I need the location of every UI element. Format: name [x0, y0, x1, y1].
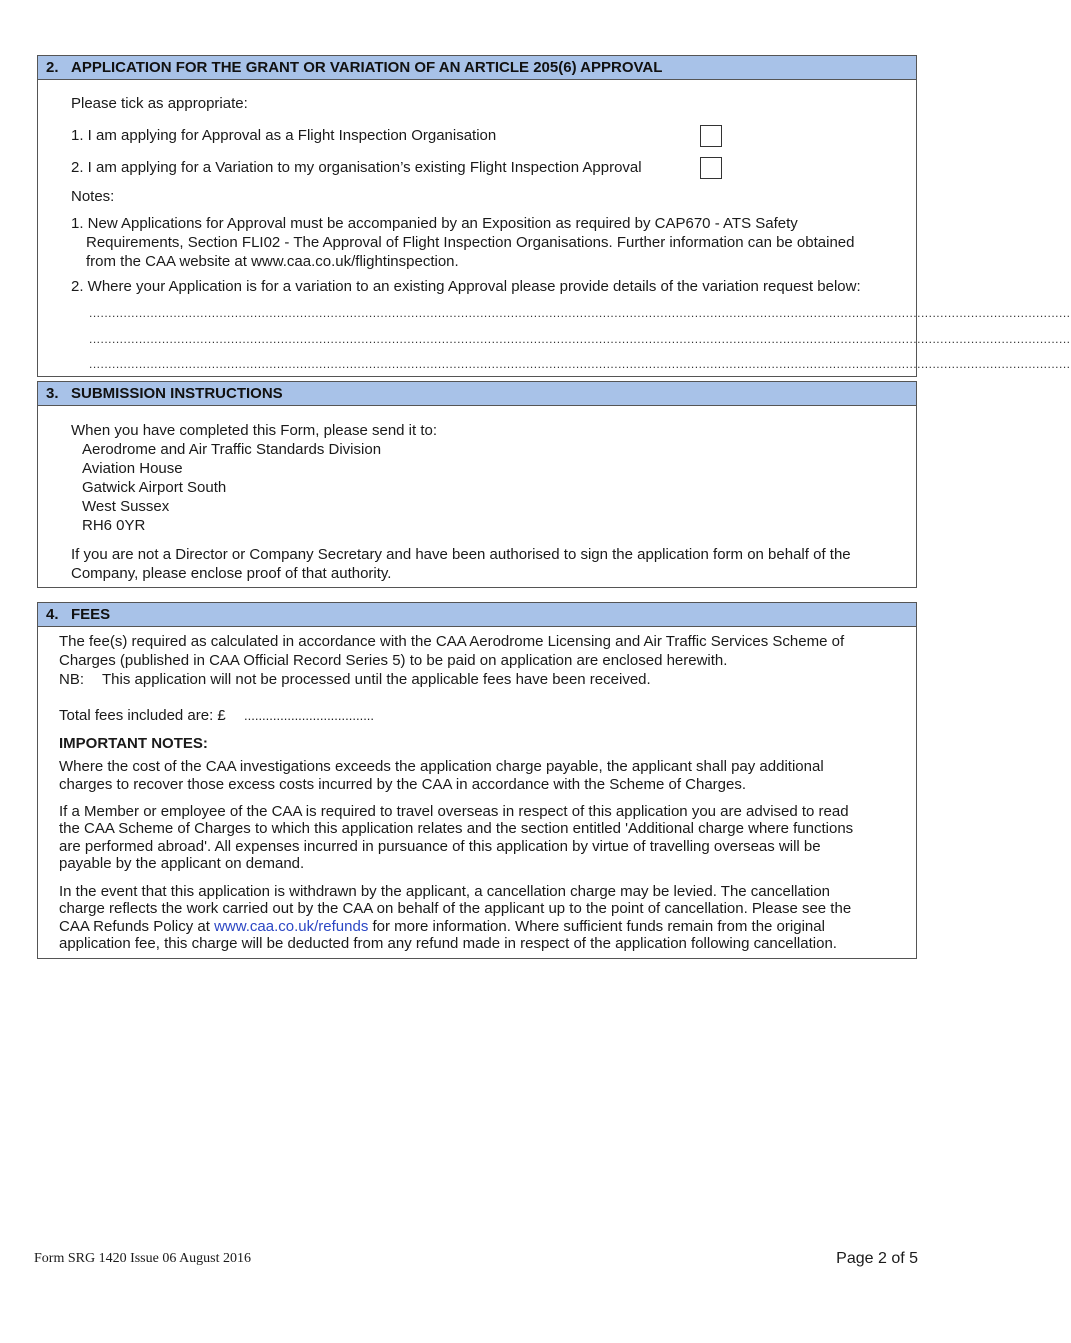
section-3-header — [38, 382, 916, 406]
note-1-line-3: from the CAA website at www.caa.co.uk/flightinspection. — [86, 253, 459, 270]
variation-details-line-1[interactable]: ................................................................................................................................................................................................................................................................ — [89, 306, 1071, 320]
variation-details-line-3[interactable]: ................................................................................................................................................................................................................................................................ — [89, 357, 1071, 371]
fee-line-1: The fee(s) required as calculated in accordance with the CAA Aerodrome Licensing and Air Traffic Services Scheme of — [59, 633, 845, 650]
address-line-3: Gatwick Airport South — [82, 479, 227, 496]
option-approval-label: 1. I am applying for Approval as a Flight Inspection Organisation — [71, 127, 497, 144]
section-2-number: 2. — [46, 59, 59, 76]
note-2: 2. Where your Application is for a variation to an existing Approval please provide details of the variation request below: — [71, 278, 861, 295]
total-fees-input[interactable]: .................................... — [244, 708, 375, 723]
address-line-2: Aviation House — [82, 460, 183, 477]
variation-details-line-2[interactable]: ................................................................................................................................................................................................................................................................ — [89, 332, 1071, 346]
notes-label: Notes: — [71, 188, 115, 205]
section-4 — [37, 602, 917, 959]
authority-line-2: Company, please enclose proof of that authority. — [71, 565, 392, 582]
important-note-2-line-1: If a Member or employee of the CAA is required to travel overseas in respect of this application you are advised to read — [59, 803, 849, 820]
note-1-line-2: Requirements, Section FLI02 - The Approval of Flight Inspection Organisations. Further information can be obtained — [86, 234, 855, 251]
important-note-1-line-1: Where the cost of the CAA investigations exceeds the application charge payable, the applicant shall pay additional — [59, 758, 824, 775]
section-4-header — [38, 603, 916, 627]
address-line-5: RH6 0YR — [82, 517, 146, 534]
fee-line-2: Charges (published in CAA Official Record Series 5) to be paid on application are enclosed herewith. — [59, 652, 728, 669]
section-4-number: 4. — [46, 606, 59, 623]
important-notes-heading: IMPORTANT NOTES: — [59, 735, 208, 752]
section-4-title: FEES — [71, 606, 111, 623]
important-note-2-line-4: payable by the applicant on demand. — [59, 855, 305, 872]
option-approval-checkbox[interactable] — [700, 125, 722, 147]
refunds-pre-link: CAA Refunds Policy at — [59, 918, 215, 935]
total-fees-label: Total fees included are: £ — [59, 707, 226, 724]
section-3 — [37, 381, 917, 588]
address-line-4: West Sussex — [82, 498, 170, 515]
tick-instruction: Please tick as appropriate: — [71, 95, 248, 112]
important-note-1-line-2: charges to recover those excess costs incurred by the CAA in accordance with the Scheme of Charges. — [59, 776, 747, 793]
option-variation-label: 2. I am applying for a Variation to my organisation’s existing Flight Inspection Approval — [71, 159, 642, 176]
note-1-line-1: 1. New Applications for Approval must be accompanied by an Exposition as required by CAP670 - ATS Safety — [71, 215, 798, 232]
important-note-2-line-3: are performed abroad'. All expenses incurred in pursuance of this application by virtue of travelling overseas will be — [59, 838, 821, 855]
authority-line-1: If you are not a Director or Company Secretary and have been authorised to sign the application form on behalf of the — [71, 546, 851, 563]
page-number: Page 2 of 5 — [836, 1250, 918, 1267]
section-3-title: SUBMISSION INSTRUCTIONS — [71, 385, 283, 402]
submission-intro: When you have completed this Form, please send it to: — [71, 422, 438, 439]
refunds-link[interactable]: www.caa.co.uk/refunds — [214, 918, 369, 935]
address-line-1: Aerodrome and Air Traffic Standards Division — [82, 441, 382, 458]
important-note-3-line-1: In the event that this application is withdrawn by the applicant, a cancellation charge may be levied. The cancellation — [59, 883, 831, 900]
important-note-2-line-2: the CAA Scheme of Charges to which this application relates and the section entitled 'Additional charge where functions — [59, 820, 854, 837]
important-note-3-line-3 — [59, 918, 825, 936]
refunds-post-link: for more information. Where sufficient funds remain from the original — [368, 918, 825, 935]
section-2 — [37, 55, 1071, 377]
important-note-3-line-2: charge reflects the work carried out by the CAA on behalf of the applicant up to the point of cancellation. Please see the — [59, 900, 852, 917]
form-identifier: Form SRG 1420 Issue 06 August 2016 — [34, 1251, 252, 1266]
section-2-title: APPLICATION FOR THE GRANT OR VARIATION OF AN ARTICLE 205(6) APPROVAL — [71, 59, 663, 76]
nb-label: NB: — [59, 671, 85, 688]
important-note-3-line-4: application fee, this charge will be deducted from any refund made in respect of the application following cancellation. — [59, 935, 837, 952]
option-variation-checkbox[interactable] — [700, 157, 722, 179]
section-3-number: 3. — [46, 385, 59, 402]
section-2-header — [38, 56, 916, 80]
nb-text: This application will not be processed until the applicable fees have been received. — [102, 671, 651, 688]
